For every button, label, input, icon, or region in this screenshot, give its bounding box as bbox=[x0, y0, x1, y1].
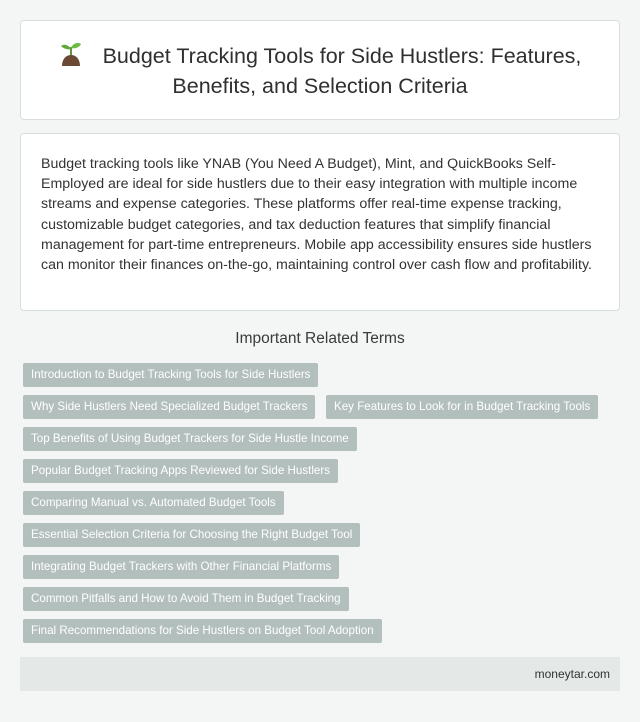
footer-site-link[interactable]: moneytar.com bbox=[534, 667, 610, 681]
summary-card bbox=[20, 133, 620, 311]
related-terms-heading: Important Related Terms bbox=[235, 330, 405, 347]
related-term-tag[interactable]: Common Pitfalls and How to Avoid Them in Budget Tracking bbox=[23, 587, 349, 611]
related-term-tag[interactable]: Introduction to Budget Tracking Tools for Side Hustlers bbox=[23, 363, 318, 387]
related-term-tag[interactable]: Final Recommendations for Side Hustlers on Budget Tool Adoption bbox=[23, 619, 382, 643]
summary-text: Budget tracking tools like YNAB (You Need A Budget), Mint, and QuickBooks Self-Employed are ideal for side hustlers due to their easy integration with multiple income streams and expense categories. These platforms offer real-time expense tracking, customizable budget categories, and tax deduction features that simplify financial management for part-time entrepreneurs. Mobile app accessibility ensures side hustlers can monitor their finances on-the-go, maintaining control over cash flow and profitability. bbox=[41, 156, 592, 274]
header-card bbox=[20, 20, 620, 120]
related-term-tag[interactable]: Integrating Budget Trackers with Other Financial Platforms bbox=[23, 555, 339, 579]
page-title bbox=[21, 40, 619, 101]
related-term-tag[interactable]: Key Features to Look for in Budget Tracking Tools bbox=[326, 395, 598, 419]
related-term-tag[interactable]: Essential Selection Criteria for Choosing the Right Budget Tool bbox=[23, 523, 360, 547]
sprout-icon bbox=[59, 40, 83, 66]
related-term-tag[interactable]: Popular Budget Tracking Apps Reviewed for Side Hustlers bbox=[23, 459, 338, 483]
related-term-tag[interactable]: Top Benefits of Using Budget Trackers for Side Hustle Income bbox=[23, 427, 357, 451]
related-term-tag[interactable]: Why Side Hustlers Need Specialized Budget Trackers bbox=[23, 395, 315, 419]
title-text: Budget Tracking Tools for Side Hustlers: Features, Benefits, and Selection Criteria bbox=[102, 43, 582, 98]
related-term-tag[interactable]: Comparing Manual vs. Automated Budget Tools bbox=[23, 491, 284, 515]
footer bbox=[20, 657, 620, 691]
